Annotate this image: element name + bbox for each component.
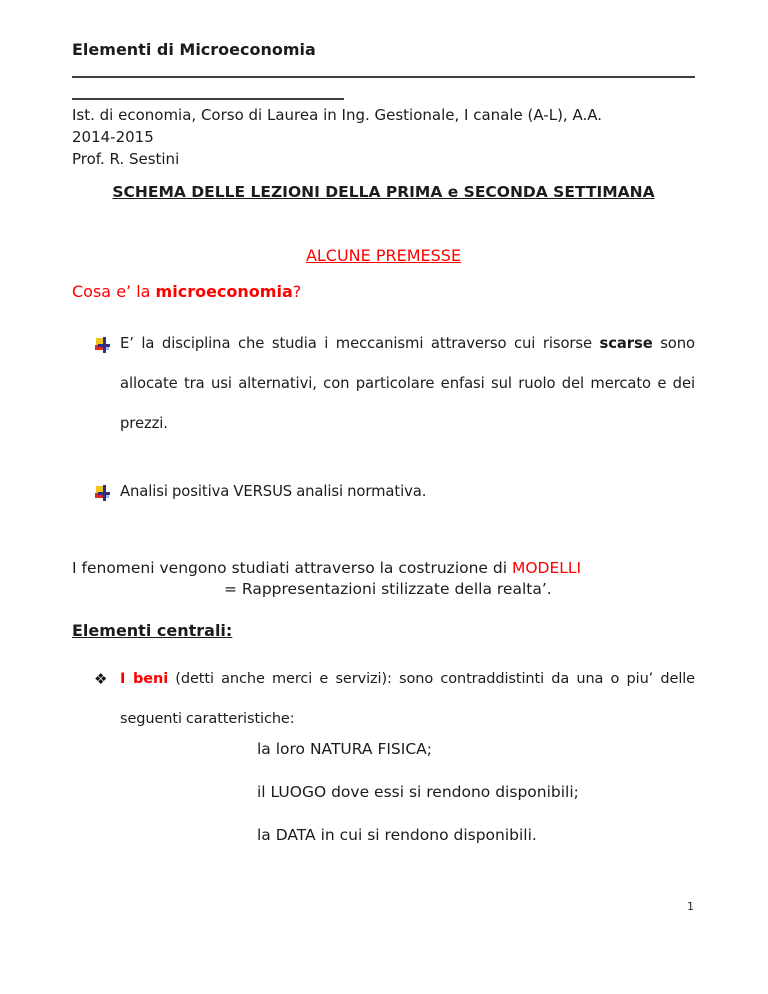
models-line-2: = Rappresentazioni stilizzate della realta’. [224, 580, 552, 598]
question-prefix: Cosa e’ la [72, 282, 156, 301]
bullet-item-discipline [72, 324, 695, 444]
characteristics-list [257, 739, 695, 845]
elements-heading: Elementi centrali: [72, 621, 233, 640]
horizontal-rule-short [72, 98, 344, 100]
document-title: Elementi di Microeconomia [72, 40, 316, 59]
diamond-bullet-icon: ❖ [94, 670, 108, 688]
bullet1-emphasis: scarse [599, 335, 653, 352]
characteristic-data: la DATA in cui si rendono disponibili. [257, 826, 537, 844]
models-emphasis: MODELLI [511, 559, 582, 577]
colored-plus-bullet-icon [95, 485, 110, 501]
professor-name: Prof. R. Sestini [72, 150, 180, 168]
bullet2-text: Analisi positiva VERSUS analisi normativa. [120, 483, 427, 500]
premesse-heading: ALCUNE PREMESSE [305, 246, 462, 265]
main-heading: SCHEMA DELLE LEZIONI DELLA PRIMA e SECONDA SETTIMANA [112, 183, 655, 201]
models-paragraph [72, 558, 695, 600]
models-line1-prefix: I fenomeni vengono studiati attraverso la costruzione di [72, 559, 512, 577]
bullet1-prefix: E’ la disciplina che studia i meccanismi attraverso cui risorse [120, 335, 600, 352]
colored-plus-bullet-icon [95, 337, 110, 353]
horizontal-rule-long [72, 76, 695, 78]
models-line-1 [72, 558, 695, 579]
beni-emphasis: I beni [120, 671, 169, 687]
beni-item [72, 659, 695, 739]
question-line [72, 281, 695, 302]
characteristic-luogo: il LUOGO dove essi si rendono disponibili; [257, 783, 579, 801]
characteristic-natura: la loro NATURA FISICA; [257, 740, 432, 758]
question-suffix: ? [292, 282, 302, 301]
bullet1-suffix: sono allocate tra usi alternativi, con particolare enfasi sul ruolo del mercato e dei prezzi. [120, 335, 695, 432]
bullet-item-analisi [72, 472, 695, 512]
course-line-1: Ist. di economia, Corso di Laurea in Ing. Gestionale, I canale (A-L), A.A. [72, 106, 602, 124]
question-emphasis: microeconomia [155, 282, 293, 301]
beni-text: (detti anche merci e servizi): sono contraddistinti da una o piu’ delle seguenti caratteristiche: [120, 671, 695, 727]
course-line-2: 2014-2015 [72, 128, 154, 146]
page-number: 1 [687, 900, 694, 913]
course-info [72, 104, 695, 170]
